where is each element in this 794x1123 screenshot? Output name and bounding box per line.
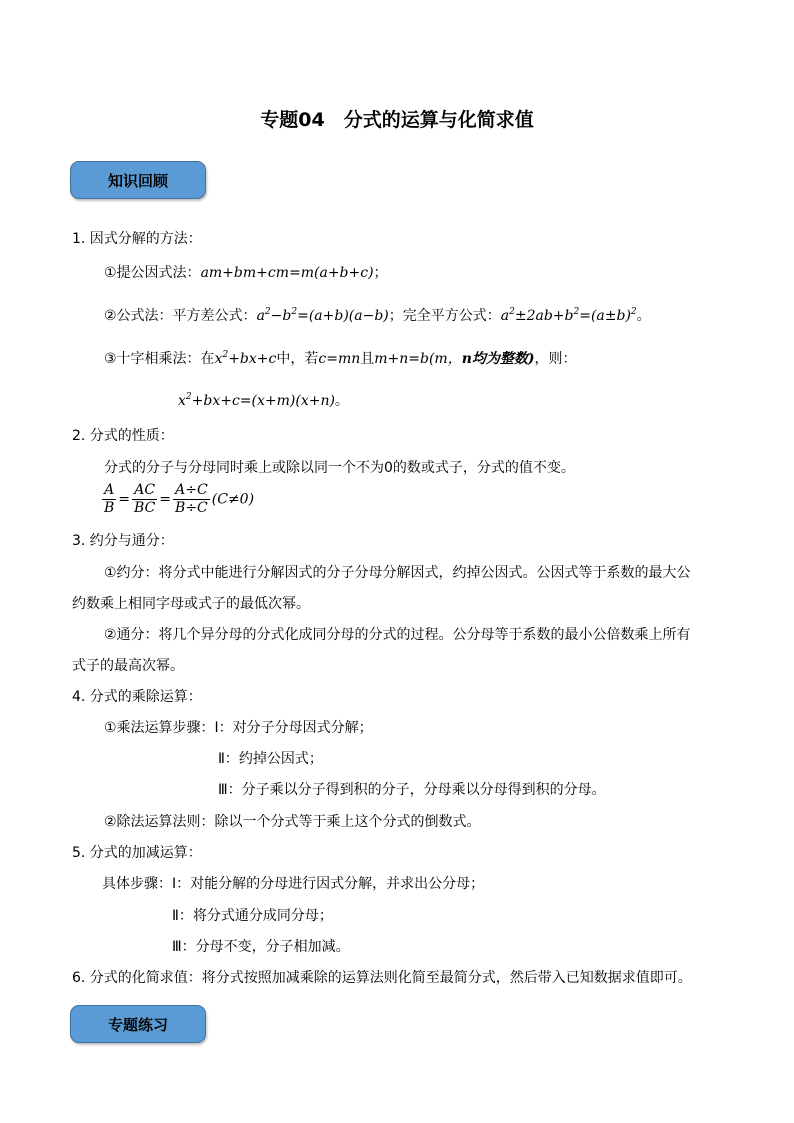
end: ，则： <box>534 351 577 367</box>
division-rule: ②除法运算法则：除以一个分式等于乘上这个分式的倒数式。 <box>104 814 481 830</box>
fraction-ac-bc: $\frac{AC}{BC}$ <box>134 482 156 516</box>
formula-line-1 <box>104 262 388 282</box>
mid-text: 中，若 <box>276 351 319 367</box>
formula-cmn: c=mn <box>318 351 361 367</box>
section-2-text: 分式的分子与分母同时乘上或除以同一个不为0的数或式子，分式的值不变。 <box>104 460 575 476</box>
section-badge-review: 知识回顾 <box>70 161 206 199</box>
label: ②公式法：平方差公式： <box>104 308 257 324</box>
add-step-2: Ⅱ：将分式通分成同分母； <box>172 908 333 924</box>
section-6-heading: 6. 分式的化简求值：将分式按照加减乘除的运算法则化简至最简分式，然后带入已知数据求值即可。 <box>72 970 692 986</box>
add-step-3: Ⅲ：分母不变，分子相加减。 <box>172 939 350 955</box>
section-1-heading: 1. 因式分解的方法： <box>72 231 202 247</box>
fraction-a-b: $\frac{A}{B}$ <box>104 482 115 516</box>
condition: (C≠0) <box>211 491 255 508</box>
formula-line-4 <box>178 390 349 410</box>
section-2-heading: 2. 分式的性质： <box>72 428 174 444</box>
end: 。 <box>636 308 651 324</box>
reduce-text-1: ①约分：将分式中能进行分解因式的分子分母分解因式，约掉公因式。公因式等于系数的最大公 <box>104 565 691 581</box>
fraction-adc-bdc: $\frac{A\div C}{B\div C}$ <box>175 482 208 516</box>
end: ； <box>373 265 388 281</box>
formula-trinomial: $x^2+bx+c$ <box>214 350 277 367</box>
section-5-heading: 5. 分式的加减运算： <box>72 845 202 861</box>
integer-note: n均为整数) <box>461 351 535 367</box>
formula-perfect-square: $a^2\pm 2ab+b^2=(a\pm b)^2$ <box>500 307 637 324</box>
and-text: 且 <box>360 351 375 367</box>
add-step-1: 具体步骤：Ⅰ：对能分解的分母进行因式分解，并求出公分母； <box>102 876 485 892</box>
formula-diff-squares: $a^2-b^2=(a+b)(a-b)$ <box>256 307 389 324</box>
fraction-property-formula: $\frac{A}{B}$ = $\frac{AC}{BC}$ = $\frac{A\div C}{B\div C}$ (C≠0) <box>104 482 255 516</box>
formula-cross-factor: $x^2+bx+c=(x+m)(x+n)$ <box>178 392 335 409</box>
reduce-text-2: 约数乘上相同字母或式子的最低次幂。 <box>72 596 310 612</box>
label: ③十字相乘法：在 <box>104 351 215 367</box>
common-denom-text-2: 式子的最高次幂。 <box>72 658 184 674</box>
formula: am+bm+cm=m(a+b+c) <box>200 265 374 281</box>
mult-step-1: ①乘法运算步骤：Ⅰ：对分子分母因式分解； <box>104 720 373 736</box>
section-4-heading: 4. 分式的乘除运算： <box>72 689 202 705</box>
common-denom-text-1: ②通分：将几个异分母的分式化成同分母的分式的过程。公分母等于系数的最小公倍数乘上所有 <box>104 627 691 643</box>
section-3-heading: 3. 约分与通分： <box>72 533 174 549</box>
formula-line-3 <box>104 348 577 368</box>
separator: ；完全平方公式： <box>388 308 501 324</box>
mult-step-3: Ⅲ：分子乘以分子得到积的分子，分母乘以分母得到积的分母。 <box>218 782 606 798</box>
formula-line-2 <box>104 305 651 325</box>
end: 。 <box>334 393 349 409</box>
label: ①提公因式法： <box>104 265 201 281</box>
section-badge-practice: 专题练习 <box>70 1005 206 1043</box>
formula-sum: m+n=b(m， <box>374 351 462 367</box>
page-title: 专题04 分式的运算与化简求值 <box>260 109 534 131</box>
mult-step-2: Ⅱ：约掉公因式； <box>218 751 323 767</box>
